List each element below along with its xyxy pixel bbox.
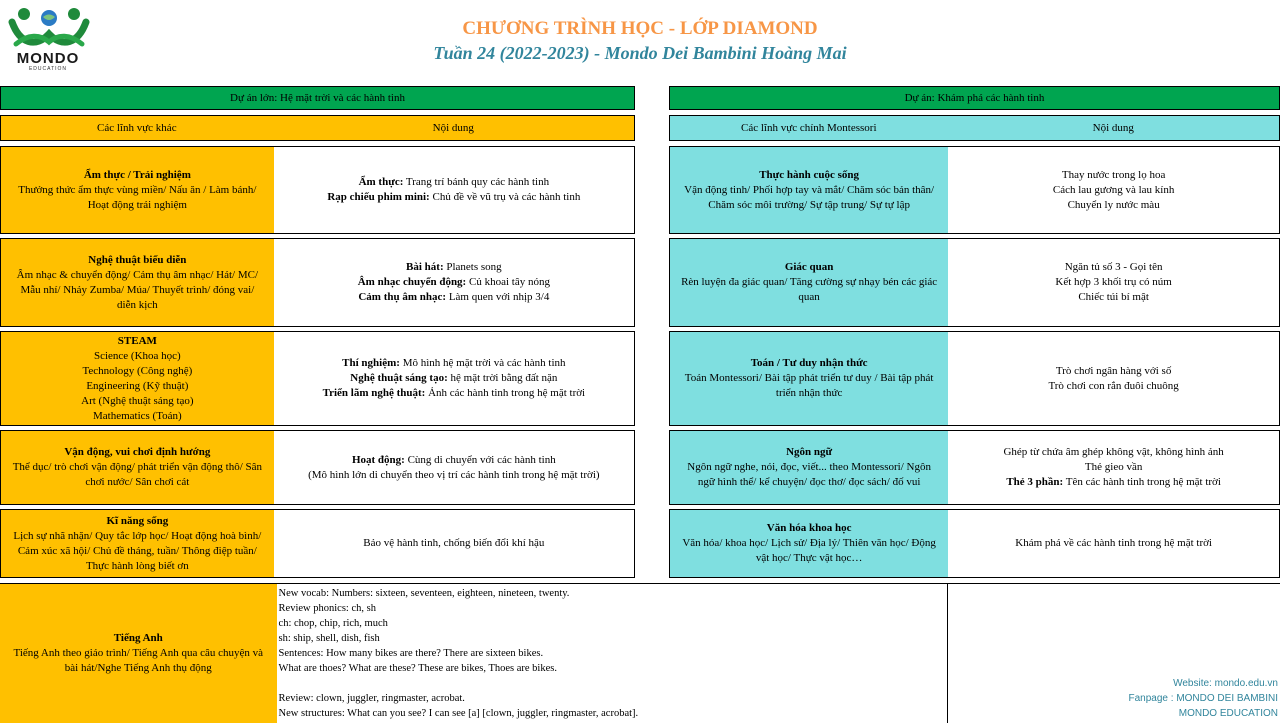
english-line: New vocab: Numbers: sixteen, seventeen, eighteen, nineteen, twenty. [278,588,570,599]
english-row [0,583,948,723]
logo-subtext: EDUCATION [28,66,68,72]
org-name: MONDO EDUCATION [1178,708,1278,719]
left-header-col2: Nội dung [432,122,474,134]
english-title: Tiếng Anh [113,632,163,644]
right-row-5-desc: Văn hóa/ khoa học/ Lịch sử/ Địa lý/ Thiên văn học/ Động [682,537,936,549]
right-row-2-title: Giác quan [784,261,834,273]
english-line: ch: chop, chip, rich, much [278,618,388,629]
left-header-col1: Các lĩnh vực khác [97,122,177,134]
right-row-1 [669,146,1280,234]
left-row-3-desc: Mathematics (Toán) [92,409,182,422]
content-text: Ngăn tủ số 3 - Gọi tên [1064,261,1163,273]
right-row-2 [669,238,1280,327]
logo-text: MONDO [16,50,80,67]
english-line: Review: clown, juggler, ringmaster, acrobat. [278,693,465,704]
left-row-3-desc: Engineering (Kỹ thuật) [86,379,189,392]
fanpage-link[interactable]: Fanpage : MONDO DEI BAMBINI [1128,693,1278,704]
english-line: Review phonics: ch, sh [278,603,376,614]
right-row-3 [669,331,1280,426]
right-row-5-content [948,510,1279,577]
left-row-4-title: Vận động, vui chơi định hướng [64,446,211,458]
left-header [0,115,635,141]
right-row-2-desc: Rèn luyện đa giác quan/ Tăng cường sự nhạy bén các giác [681,276,938,288]
content-text: Chiếc túi bí mật [1078,291,1149,303]
content-text: Làm quen với nhịp 3/4 [446,291,550,303]
left-row-3-area [1,332,274,425]
content-text: Cách lau gương và lau kính [1052,183,1175,196]
page-subtitle: Tuần 24 (2022-2023) - Mondo Dei Bambini Hoàng Mai [433,43,847,63]
content-text: Planets song [443,261,502,273]
left-row-2 [0,238,635,327]
right-row-4 [669,430,1280,505]
left-row-5-content [274,510,634,577]
content-text: Tên các hành tinh trong hệ mặt trời [1063,476,1221,488]
content-text: Trang trí bánh quy các hành tinh [403,176,550,188]
right-project-bar: Dự án: Khám phá các hành tinh [669,86,1280,110]
english-desc: Tiếng Anh theo giáo trình/ Tiếng Anh qua câu chuyện và [13,647,264,659]
left-row-3-title: STEAM [117,334,157,347]
right-row-3-area [670,332,948,425]
right-row-2-area [670,239,948,326]
right-row-5-area [670,510,948,577]
left-row-4 [0,430,635,505]
content-label: Ẩm thực: [358,176,404,188]
content-text: Chủ đề về vũ trụ và các hành tinh [429,191,581,203]
english-line: sh: ship, shell, dish, fish [278,633,380,644]
left-row-1-content [274,147,634,233]
content-text: Bảo vệ hành tinh, chống biến đổi khí hậu [363,537,545,549]
right-header [669,115,1280,141]
english-desc: bài hát/Nghe Tiếng Anh thụ động [64,662,212,674]
content-label: Nghệ thuật sáng tạo: [350,372,448,384]
right-row-4-content [948,431,1279,504]
english-line [279,676,945,691]
content-text: Củ khoai tây nóng [466,276,550,288]
content-text: Trò chơi con rắn đuôi chuông [1048,379,1179,392]
english-content [277,584,947,723]
right-row-1-desc: Chăm sóc môi trường/ Sự tập trung/ Sự tự lập [708,198,910,211]
left-row-2-title: Nghệ thuật biểu diễn [88,253,187,266]
left-project-bar: Dự án lớn: Hệ mặt trời và các hành tinh [0,86,635,110]
right-row-4-desc: ngữ hình thể/ kể chuyện/ đọc thơ/ đọc sách/ đố vui [697,476,921,488]
left-row-4-desc: chơi nước/ Sân chơi cát [85,476,190,488]
left-row-5-desc: Cảm xúc xã hội/ Chủ đề tháng, tuần/ Thông điệp tuần/ [17,544,257,557]
right-row-4-title: Ngôn ngữ [786,446,833,458]
content-label: Triển lãm nghệ thuật: [322,387,426,399]
left-row-4-content [274,431,634,504]
english-line: What are thoes? What are these? These are bikes, Thoes are bikes. [278,663,557,674]
right-row-1-desc: Vận động tinh/ Phối hợp tay và mắt/ Chăm sóc bản thân/ [684,183,935,196]
right-row-3-title: Toán / Tư duy nhận thức [750,357,868,369]
right-row-3-desc: triển nhận thức [775,387,843,399]
content-text: Thay nước trong lọ hoa [1061,168,1166,181]
right-header-col1: Các lĩnh vực chính Montessori [741,122,877,134]
right-row-5 [669,509,1280,578]
right-row-1-content [948,147,1279,233]
content-text: (Mô hình lớn di chuyển theo vị trí các hành tinh trong hệ mặt trời) [308,468,600,481]
left-row-3-desc: Technology (Công nghệ) [82,364,193,377]
left-row-3-content [274,332,634,425]
content-label: Cảm thụ âm nhạc: [358,291,447,303]
content-label: Bài hát: [406,261,444,273]
english-line: New structures: What can you see? I can see [a] [clown, juggler, ringmaster, acrobat]. [278,708,639,719]
page-title: CHƯƠNG TRÌNH HỌC - LỚP DIAMOND [462,18,818,39]
content-label: Hoạt động: [351,453,405,466]
left-row-5 [0,509,635,578]
content-text: Chuyển ly nước màu [1067,198,1160,211]
left-row-1-desc: Thưởng thức ẩm thực vùng miền/ Nấu ăn / Làm bánh/ [18,183,257,196]
left-row-4-area [1,431,274,504]
left-row-1 [0,146,635,234]
content-text: Cùng di chuyển với các hành tinh [404,453,556,466]
right-row-1-title: Thực hành cuộc sống [759,168,860,181]
left-row-2-desc: Âm nhạc & chuyển động/ Cảm thụ âm nhạc/ Hát/ MC/ [16,268,259,281]
content-text: hệ mặt trời bằng đất nặn [447,372,558,384]
left-row-1-title: Ẩm thực / Trải nghiệm [83,168,191,181]
content-label: Thí nghiệm: [342,357,400,369]
right-row-5-desc: vật học/ Thực vật học… [755,552,863,564]
left-row-2-content [274,239,634,326]
content-label: Âm nhạc chuyển động: [357,276,467,288]
left-row-5-desc: Lịch sự nhã nhặn/ Quy tắc lớp học/ Hoạt động hoà bình/ [13,529,262,542]
english-area [0,584,277,723]
left-row-2-desc: diễn kịch [117,298,158,311]
right-header-col2: Nội dung [1092,122,1134,134]
divider [948,583,1280,584]
right-row-5-title: Văn hóa khoa học [766,522,852,534]
left-row-1-desc: Hoạt động trải nghiệm [87,198,187,211]
right-row-3-content [948,332,1279,425]
right-row-3-desc: Toán Montessori/ Bài tập phát triển tư duy / Bài tập phát [684,372,934,384]
english-line: Sentences: How many bikes are there? There are sixteen bikes. [278,648,544,659]
content-text: Ghép từ chứa âm ghép không vật, không hình ảnh [1003,446,1224,458]
content-text: Thẻ gieo vần [1084,461,1143,473]
right-row-1-area [670,147,948,233]
left-row-5-title: Kĩ năng sống [106,514,169,527]
website-link[interactable]: Website: mondo.edu.vn [1173,678,1278,689]
left-row-2-area [1,239,274,326]
content-text: Kết hợp 3 khối trụ có núm [1055,276,1172,288]
left-row-3 [0,331,635,426]
content-text: Ảnh các hành tinh trong hệ mặt trời [425,387,586,399]
left-row-5-area [1,510,274,577]
right-row-2-desc: quan [798,291,820,303]
right-row-2-content [948,239,1279,326]
right-row-4-area [670,431,948,504]
content-text: Mô hình hệ mặt trời và các hành tinh [399,357,566,369]
left-row-4-desc: Thể dục/ trò chơi vận động/ phát triển vận động thô/ Sân [12,461,262,473]
content-text: Trò chơi ngân hàng với số [1055,364,1172,377]
left-row-5-desc: Thực hành lòng biết ơn [85,559,189,572]
content-text: Khám phá về các hành tinh trong hệ mặt trời [1015,537,1212,549]
left-row-1-area [1,147,274,233]
right-row-4-desc: Ngôn ngữ nghe, nói, đọc, viết... theo Montessori/ Ngôn [687,461,931,473]
left-row-3-desc: Art (Nghệ thuật sáng tạo) [81,394,194,407]
left-row-3-desc: Science (Khoa học) [93,349,181,362]
footer [960,676,1278,721]
content-label: Rạp chiếu phim mini: [327,191,430,203]
content-label: Thẻ 3 phần: [1006,476,1064,488]
left-row-2-desc: Mẫu nhí/ Nhảy Zumba/ Múa/ Thuyết trình/ đóng vai/ [20,283,255,296]
